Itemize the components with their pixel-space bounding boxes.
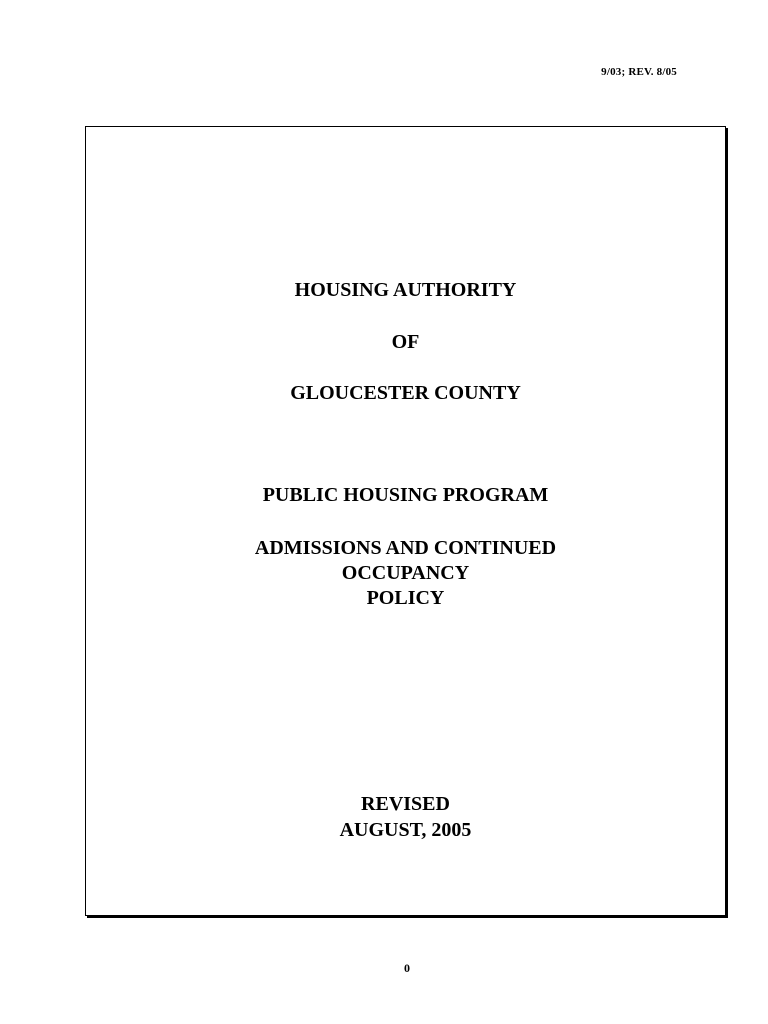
policy-title-line-1: ADMISSIONS AND CONTINUED <box>254 537 557 559</box>
policy-title-line-2: OCCUPANCY <box>341 562 470 584</box>
revised-label: REVISED <box>361 793 450 815</box>
revised-date: AUGUST, 2005 <box>339 819 472 841</box>
agency-name-line-2: OF <box>391 331 420 353</box>
agency-name-line-1: HOUSING AUTHORITY <box>294 279 517 301</box>
agency-name-line-3: GLOUCESTER COUNTY <box>290 382 521 404</box>
policy-title-line-3: POLICY <box>366 587 445 609</box>
page-number: 0 <box>404 961 410 975</box>
cover-frame <box>85 126 726 916</box>
revision-stamp: 9/03; REV. 8/05 <box>601 66 677 78</box>
program-title: PUBLIC HOUSING PROGRAM <box>262 484 549 506</box>
